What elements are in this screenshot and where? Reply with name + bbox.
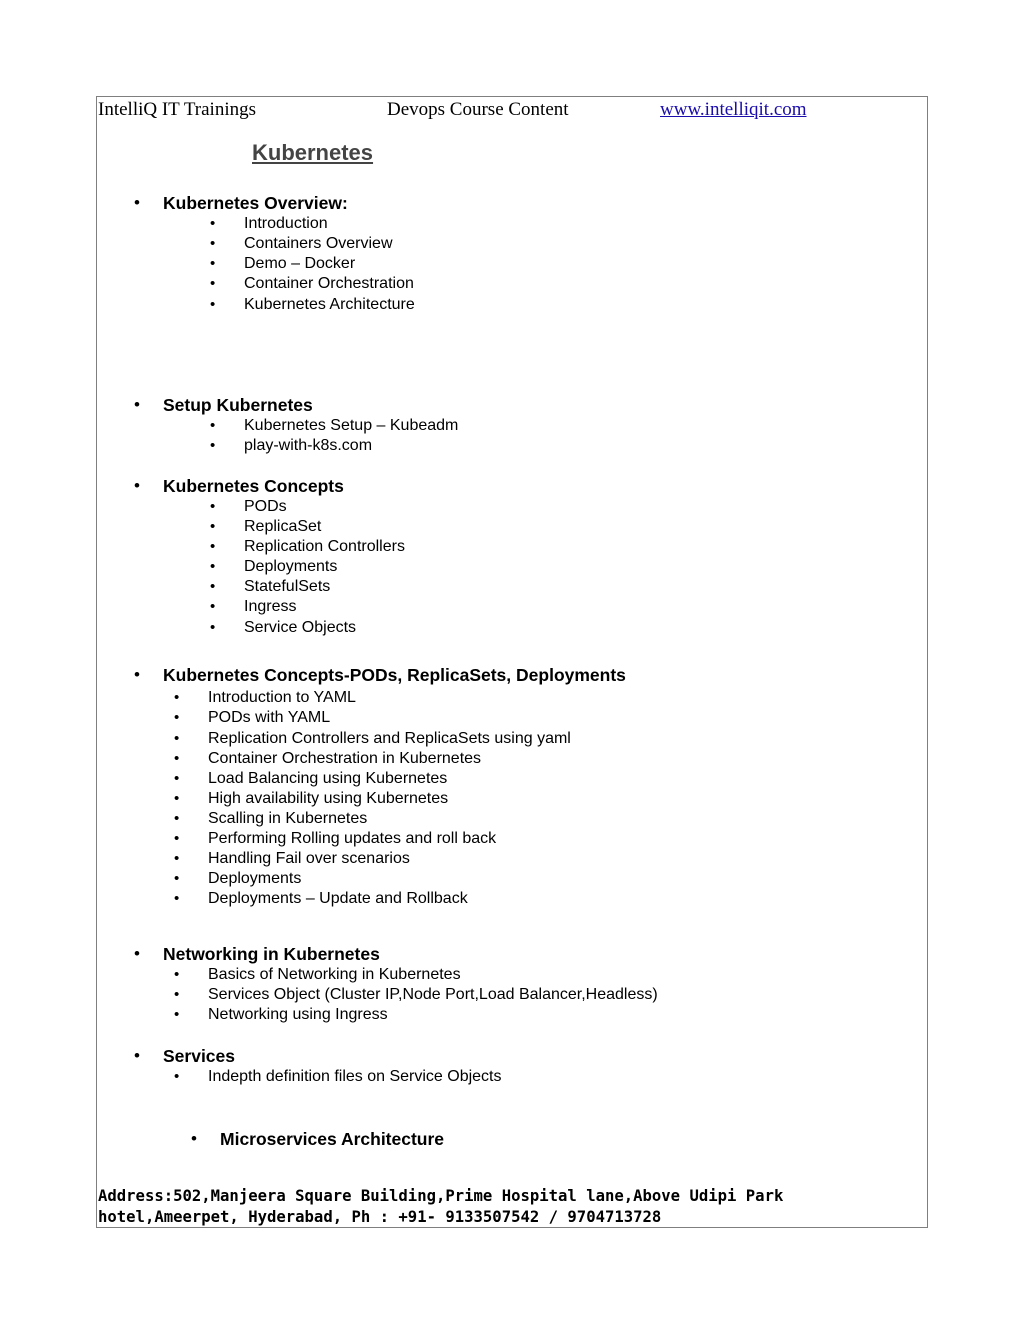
list-item: • Replication Controllers and ReplicaSets using yaml bbox=[174, 730, 571, 747]
bullet-icon: • bbox=[174, 986, 180, 1003]
section-heading: • Microservices Architecture bbox=[191, 1129, 445, 1149]
bullet-icon: • bbox=[210, 255, 216, 272]
footer-line: hotel,Ameerpet, Hyderabad, Ph : +91- 9133507542 / 9704713728 bbox=[98, 1208, 662, 1226]
header-course-title: Devops Course Content bbox=[387, 99, 569, 120]
bullet-icon: • bbox=[210, 296, 216, 313]
section-heading: • Services bbox=[134, 1046, 236, 1066]
list-item: • PODs with YAML bbox=[174, 709, 331, 726]
bullet-icon: • bbox=[134, 1046, 140, 1065]
list-item: • Deployments – Update and Rollback bbox=[174, 890, 468, 907]
bullet-icon: • bbox=[134, 193, 140, 212]
bullet-icon: • bbox=[210, 417, 216, 434]
bullet-icon: • bbox=[174, 1006, 180, 1023]
list-item: • Ingress bbox=[210, 598, 297, 615]
bullet-icon: • bbox=[210, 498, 216, 515]
list-item: • Networking using Ingress bbox=[174, 1006, 388, 1023]
list-item: • Performing Rolling updates and roll back bbox=[174, 830, 497, 847]
list-item: • Basics of Networking in Kubernetes bbox=[174, 966, 461, 983]
bullet-icon: • bbox=[210, 215, 216, 232]
bullet-icon: • bbox=[174, 750, 180, 767]
list-item: • Load Balancing using Kubernetes bbox=[174, 770, 448, 787]
list-item: • Introduction bbox=[210, 215, 328, 232]
bullet-icon: • bbox=[210, 518, 216, 535]
bullet-icon: • bbox=[210, 538, 216, 555]
footer-address bbox=[98, 1186, 783, 1228]
bullet-icon: • bbox=[174, 770, 180, 787]
list-item: • Container Orchestration in Kubernetes bbox=[174, 750, 482, 767]
bullet-icon: • bbox=[134, 944, 140, 963]
bullet-icon: • bbox=[174, 1068, 180, 1085]
bullet-icon: • bbox=[210, 578, 216, 595]
bullet-icon: • bbox=[210, 598, 216, 615]
bullet-icon: • bbox=[191, 1129, 197, 1148]
section-heading: • Setup Kubernetes bbox=[134, 395, 313, 415]
footer-line: Address:502,Manjeera Square Building,Prime Hospital lane,Above Udipi Park bbox=[98, 1187, 784, 1205]
list-item: • Deployments bbox=[210, 558, 338, 575]
bullet-icon: • bbox=[210, 235, 216, 252]
bullet-icon: • bbox=[174, 810, 180, 827]
list-item: • Services Object (Cluster IP,Node Port,Load Balancer,Headless) bbox=[174, 986, 658, 1003]
bullet-icon: • bbox=[210, 275, 216, 292]
bullet-icon: • bbox=[174, 709, 180, 726]
bullet-icon: • bbox=[174, 870, 180, 887]
list-item: • Demo – Docker bbox=[210, 255, 356, 272]
bullet-icon: • bbox=[174, 850, 180, 867]
list-item: • play-with-k8s.com bbox=[210, 437, 373, 454]
list-item: • ReplicaSet bbox=[210, 518, 322, 535]
bullet-icon: • bbox=[174, 689, 180, 706]
bullet-icon: • bbox=[174, 790, 180, 807]
section-heading: • Networking in Kubernetes bbox=[134, 944, 380, 964]
list-item: • StatefulSets bbox=[210, 578, 331, 595]
list-item: • Kubernetes Architecture bbox=[210, 296, 415, 313]
bullet-icon: • bbox=[134, 665, 140, 684]
list-item: • Introduction to YAML bbox=[174, 689, 356, 706]
list-item: • Container Orchestration bbox=[210, 275, 414, 292]
list-item: • PODs bbox=[210, 498, 287, 515]
page-title: Kubernetes bbox=[252, 140, 374, 165]
bullet-icon: • bbox=[174, 966, 180, 983]
section-heading: • Kubernetes Concepts bbox=[134, 476, 344, 496]
list-item: • Service Objects bbox=[210, 619, 357, 636]
section-heading: • Kubernetes Overview: bbox=[134, 193, 348, 213]
bullet-icon: • bbox=[134, 395, 140, 414]
list-item: • Kubernetes Setup – Kubeadm bbox=[210, 417, 459, 434]
bullet-icon: • bbox=[174, 730, 180, 747]
bullet-icon: • bbox=[210, 619, 216, 636]
bullet-icon: • bbox=[174, 890, 180, 907]
header-website-link[interactable]: www.intelliqit.com bbox=[660, 99, 807, 120]
list-item: • Containers Overview bbox=[210, 235, 393, 252]
bullet-icon: • bbox=[174, 830, 180, 847]
list-item: • Scalling in Kubernetes bbox=[174, 810, 368, 827]
header-company: IntelliQ IT Trainings bbox=[98, 99, 256, 120]
bullet-icon: • bbox=[134, 476, 140, 495]
list-item: • Deployments bbox=[174, 870, 302, 887]
list-item: • Handling Fail over scenarios bbox=[174, 850, 410, 867]
list-item: • Replication Controllers bbox=[210, 538, 405, 555]
section-heading: • Kubernetes Concepts-PODs, ReplicaSets, Deployments bbox=[134, 665, 626, 685]
list-item: • High availability using Kubernetes bbox=[174, 790, 449, 807]
list-item: • Indepth definition files on Service Objects bbox=[174, 1068, 502, 1085]
bullet-icon: • bbox=[210, 437, 216, 454]
bullet-icon: • bbox=[210, 558, 216, 575]
